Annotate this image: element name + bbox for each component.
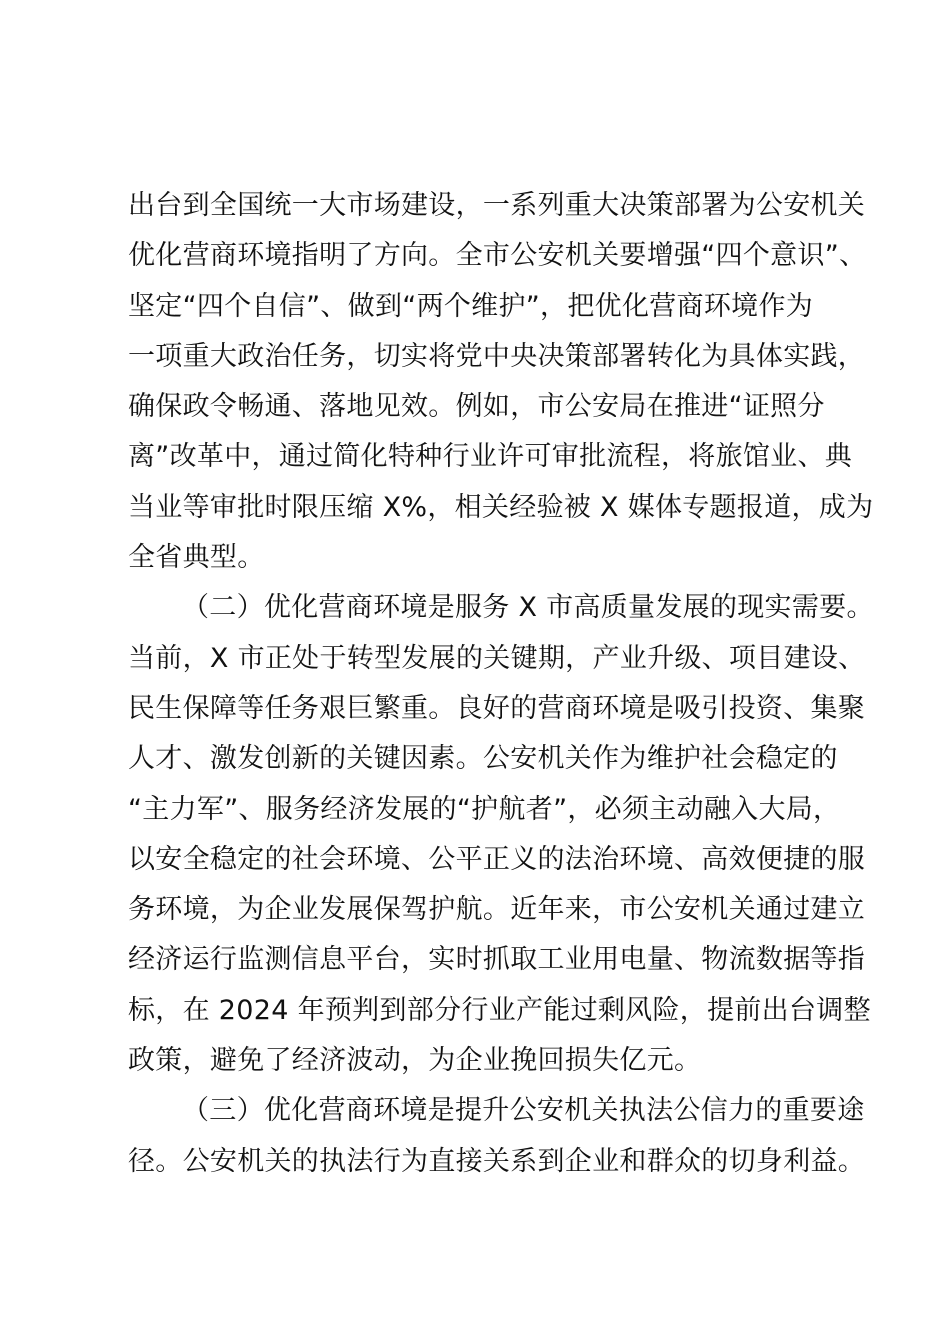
body-line: 当业等审批时限压缩 X%，相关经验被 X 媒体专题报道，成为: [128, 491, 874, 523]
body-line: 经济运行监测信息平台，实时抓取工业用电量、物流数据等指: [128, 944, 866, 976]
body-line: 径。公安机关的执法行为直接关系到企业和群众的切身利益。: [128, 1145, 866, 1177]
body-line: 出台到全国统一大市场建设，一系列重大决策部署为公安机关: [128, 190, 866, 221]
section-heading-2: （二）优化营商环境是服务 X 市高质量发展的现实需要。: [182, 592, 874, 624]
body-line: 坚定“四个自信”、做到“两个维护”，把优化营商环境作为: [128, 290, 814, 322]
body-line: 民生保障等任务艰巨繁重。良好的营商环境是吸引投资、集聚: [128, 692, 866, 724]
body-line: 离”改革中，通过简化特种行业许可审批流程，将旅馆业、典: [128, 441, 853, 473]
body-line: 标，在 2024 年预判到部分行业产能过剩风险，提前出台调整: [128, 994, 871, 1026]
body-line: 政策，避免了经济波动，为企业挽回损失亿元。: [128, 1045, 702, 1077]
section-heading-3: （三）优化营商环境是提升公安机关执法公信力的重要途: [182, 1095, 865, 1127]
body-line: “主力军”、服务经济发展的“护航者”，必须主动融入大局，: [128, 793, 841, 825]
body-line: 当前，X 市正处于转型发展的关键期，产业升级、项目建设、: [128, 642, 866, 674]
body-line: 优化营商环境指明了方向。全市公安机关要增强“四个意识”、: [128, 240, 867, 272]
body-line: 务环境，为企业发展保驾护航。近年来，市公安机关通过建立: [128, 894, 866, 926]
body-line: 人才、激发创新的关键因素。公安机关作为维护社会稳定的: [128, 743, 838, 775]
body-line: 一项重大政治任务，切实将党中央决策部署转化为具体实践，: [128, 340, 866, 372]
body-line: 以安全稳定的社会环境、公平正义的法治环境、高效便捷的服: [128, 843, 866, 875]
body-line: 确保政令畅通、落地见效。例如，市公安局在推进“证照分: [128, 391, 825, 423]
body-line: 全省典型。: [128, 542, 265, 574]
document-body: [128, 181, 874, 1187]
